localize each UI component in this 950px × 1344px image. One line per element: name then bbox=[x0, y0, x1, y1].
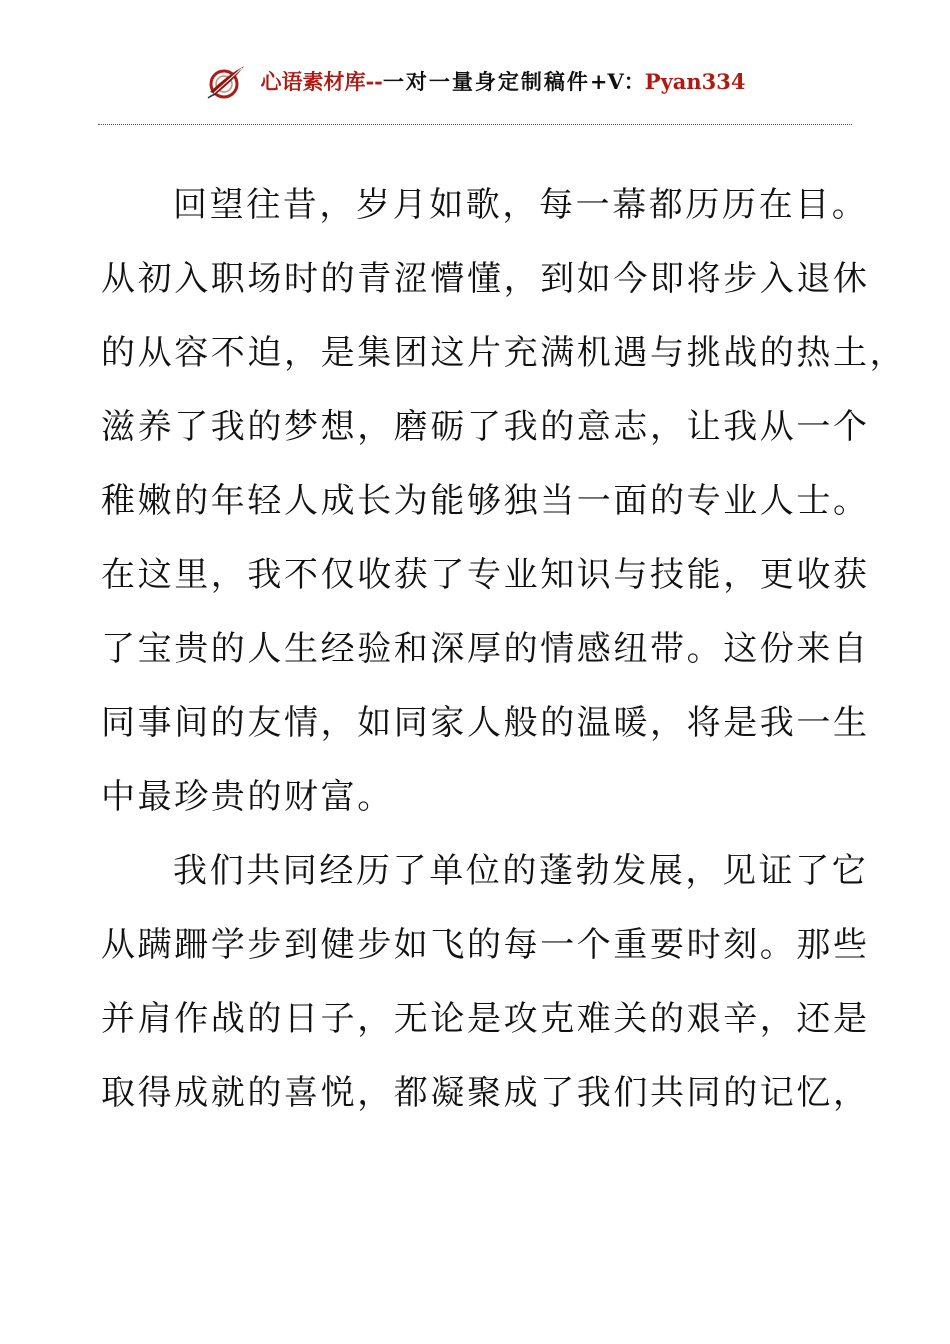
paragraph-1-line: 的从容不迫，是集团这片充满机遇与挑战的热土， bbox=[101, 333, 907, 373]
paragraph-2-line: 从蹒跚学步到健步如飞的每一个重要时刻。那些 bbox=[101, 925, 870, 965]
header-divider bbox=[98, 124, 852, 125]
contact-handle: Pyan334 bbox=[644, 69, 746, 94]
brand-name: 心语素材库 bbox=[260, 69, 366, 94]
header-tagline: 一对一量身定制稿件 bbox=[382, 69, 590, 94]
contact-prefix: +V： bbox=[589, 69, 645, 94]
paragraph-1-line: 同事间的友情，如同家人般的温暖，将是我一生 bbox=[101, 703, 870, 743]
paragraph-1-line: 回望往昔，岁月如歌，每一幕都历历在目。 bbox=[173, 185, 869, 225]
paragraph-1-line: 中最珍贵的财富。 bbox=[101, 777, 394, 817]
paragraph-1-line: 在这里，我不仅收获了专业知识与技能，更收获 bbox=[101, 555, 870, 595]
header-separator: -- bbox=[365, 69, 383, 94]
paragraph-1-line: 稚嫩的年轻人成长为能够独当一面的专业人士。 bbox=[101, 481, 870, 521]
paragraph-1-line: 了宝贵的人生经验和深厚的情感纽带。这份来自 bbox=[101, 629, 870, 669]
paragraph-1-line: 滋养了我的梦想，磨砺了我的意志，让我从一个 bbox=[101, 407, 870, 447]
document-body bbox=[101, 168, 907, 1130]
paragraph-2-line: 我们共同经历了单位的蓬勃发展，见证了它 bbox=[173, 851, 869, 891]
quill-pen-logo-icon bbox=[204, 62, 248, 102]
page-header bbox=[0, 60, 950, 104]
header-title bbox=[260, 60, 745, 104]
paragraph-2-line: 并肩作战的日子，无论是攻克难关的艰辛，还是 bbox=[101, 999, 870, 1039]
paragraph-1-line: 从初入职场时的青涩懵懂，到如今即将步入退休 bbox=[101, 259, 870, 299]
paragraph-2-line: 取得成就的喜悦，都凝聚成了我们共同的记忆， bbox=[101, 1073, 870, 1113]
